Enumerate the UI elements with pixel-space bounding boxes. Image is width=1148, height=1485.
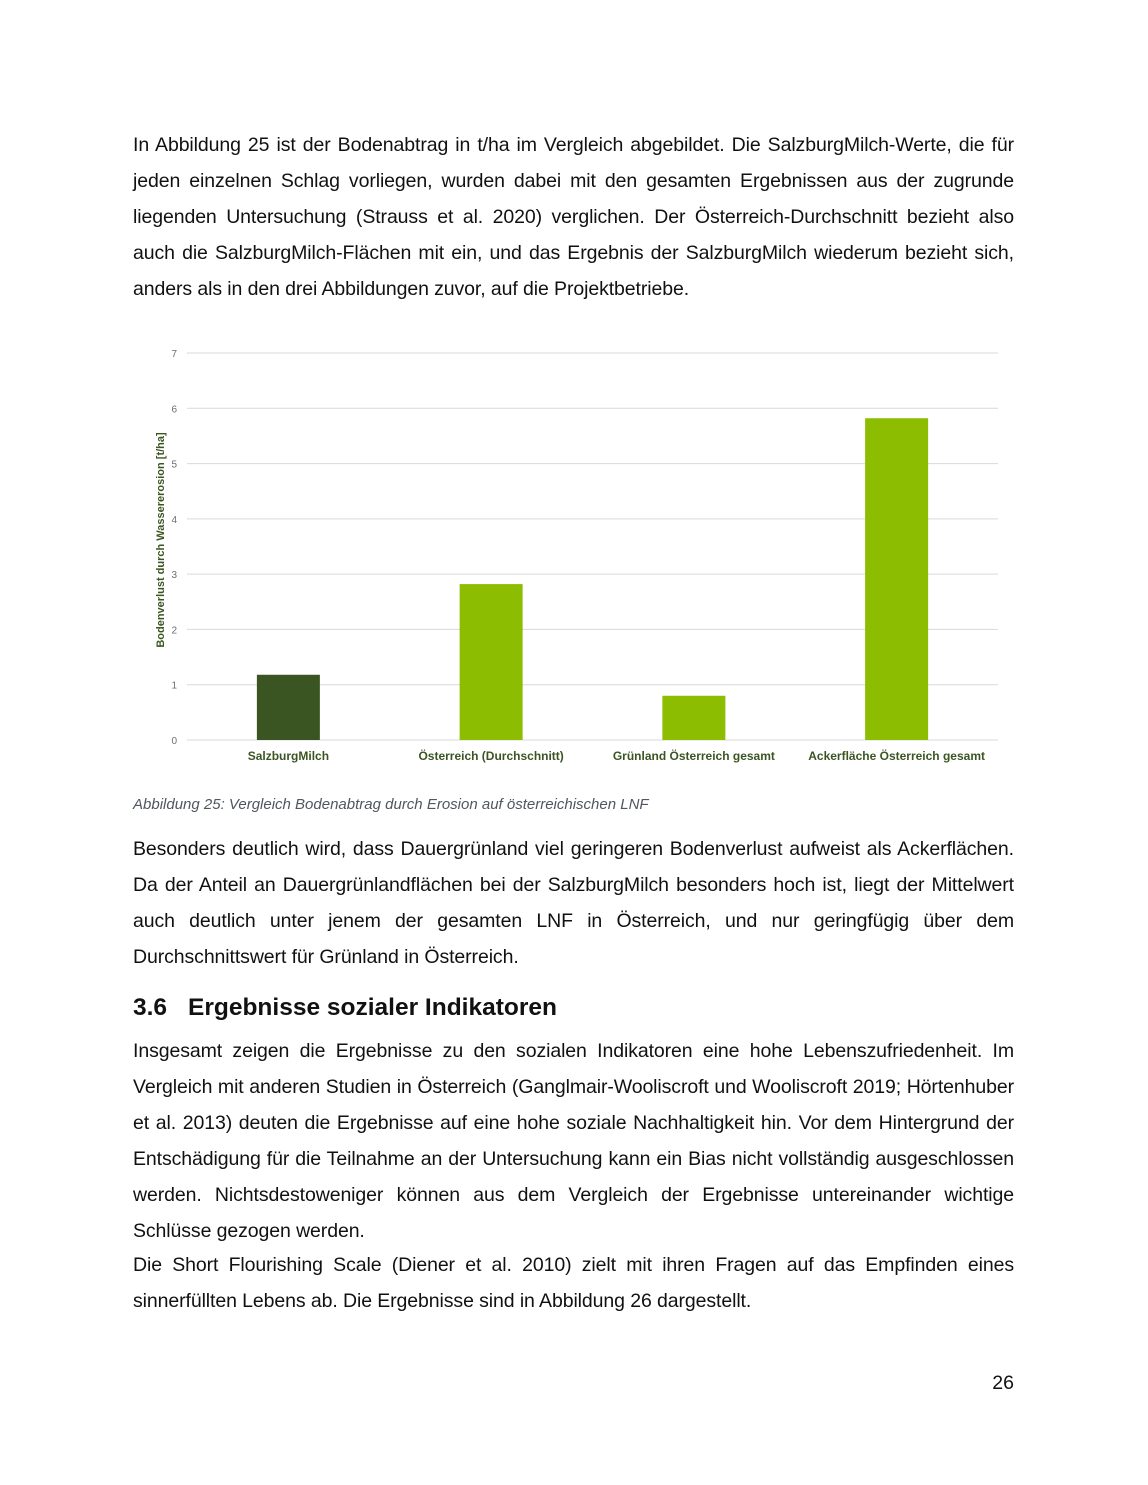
- x-category-label: Ackerfläche Österreich gesamt: [808, 749, 986, 763]
- y-axis-label: Bodenverlust durch Wassererosion [t/ha]: [155, 432, 167, 648]
- y-tick-label: 2: [171, 625, 177, 637]
- section-title: Ergebnisse sozialer Indikatoren: [188, 994, 557, 1021]
- section-heading: [133, 988, 1014, 1028]
- bar: [662, 696, 725, 740]
- x-category-label: SalzburgMilch: [247, 749, 330, 763]
- flourishing-scale-paragraph: Die Short Flourishing Scale (Diener et al. 2010) zielt mit ihren Fragen auf das Empfinden eines sinnerfüllten Lebens ab. Die Ergebnisse sind in Abbildung 26 dargestellt.: [133, 1254, 1014, 1312]
- figure-caption: Abbildung 25: Vergleich Bodenabtrag durch Erosion auf österreichischen LNF: [133, 796, 649, 813]
- intro-paragraph: In Abbildung 25 ist der Bodenabtrag in t/ha im Vergleich abgebildet. Die SalzburgMilch-Werte, die für jeden einzelnen Schlag vorliegen, wurden dabei mit den gesamten Ergebnissen aus der zugrunde liegenden Untersuchung (Strauss et al. 2020) verglichen. Der Österreich-Durchschnitt bezieht also auch die SalzburgMilch-Flächen mit ein, und das Ergebnis der SalzburgMilch wiederum bezieht sich, anders als in den drei Abbildungen zuvor, auf die Projektbetriebe.: [133, 134, 1014, 300]
- x-category-label: Österreich (Durchschnitt): [418, 749, 564, 763]
- x-category-label: Grünland Österreich gesamt: [612, 749, 775, 763]
- bar: [257, 675, 320, 740]
- section-number: 3.6: [133, 994, 168, 1021]
- bar: [460, 584, 523, 740]
- social-indicators-paragraph: Insgesamt zeigen die Ergebnisse zu den sozialen Indikatoren eine hohe Lebenszufriedenheit. Im Vergleich mit anderen Studien in Österreich (Ganglmair-Wooliscroft und Wooliscroft 2019; Hörtenhuber et al. 2013) deuten die Ergebnisse auf eine hohe soziale Nachhaltigkeit hin. Vor dem Hintergrund der Entschädigung für die Teilnahme an der Untersuchung kann ein Bias nicht vollständig ausgeschlossen werden. Nichtsdestoweniger können aus dem Vergleich der Ergebnisse untereinander wichtige Schlüsse gezogen werden.: [133, 1040, 1014, 1242]
- page-number: 26: [992, 1372, 1014, 1394]
- bar: [865, 418, 928, 740]
- y-tick-label: 3: [171, 570, 177, 582]
- y-tick-label: 0: [171, 736, 177, 747]
- y-tick-label: 6: [171, 404, 177, 416]
- y-tick-label: 7: [171, 349, 177, 360]
- y-tick-label: 5: [171, 459, 177, 471]
- discussion-paragraph: Besonders deutlich wird, dass Dauergrünland viel geringeren Bodenverlust aufweist als Ackerflächen. Da der Anteil an Dauergrünlandflächen bei der SalzburgMilch besonders hoch ist, liegt der Mittelwert auch deutlich unter jenem der gesamten LNF in Österreich, und nur geringfügig über dem Durchschnittswert für Grünland in Österreich.: [133, 838, 1014, 968]
- y-tick-label: 4: [171, 514, 177, 526]
- erosion-bar-chart: [133, 335, 1014, 775]
- y-tick-label: 1: [171, 680, 177, 692]
